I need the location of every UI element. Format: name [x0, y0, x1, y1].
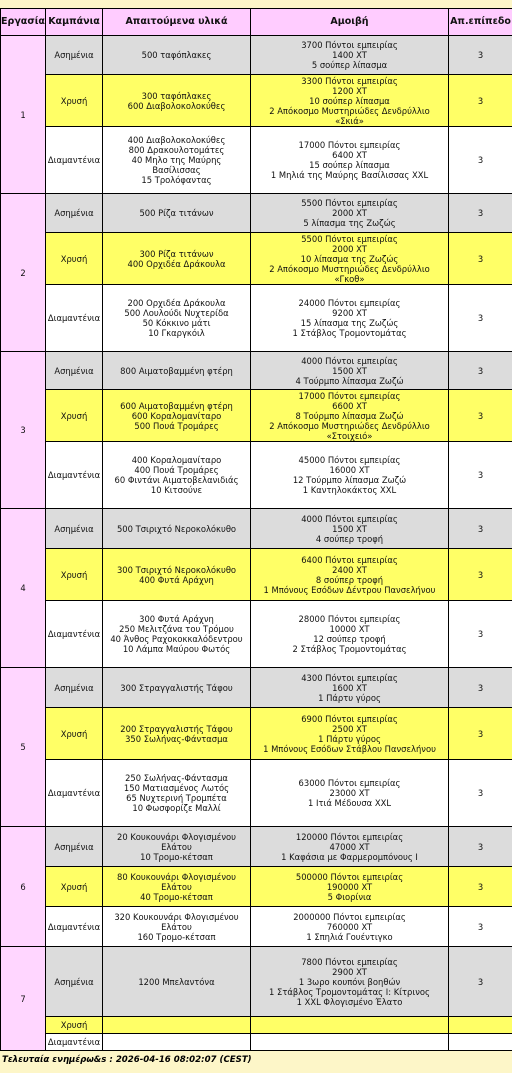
campaign-cell: Ασημένια	[46, 352, 103, 390]
level-cell: 3	[449, 907, 512, 947]
level-cell: 3	[449, 549, 512, 601]
materials-cell: 300 Φυτά Αράχνη 250 Μελιτζάνα του Τρόμου 40 Άνθος Ραχοκοκκαλόδεντρου 10 Λάμπα Μαύρου Φωτός	[103, 601, 251, 668]
table-row	[1, 1017, 512, 1034]
campaign-cell: Ασημένια	[46, 947, 103, 1017]
materials-cell: 250 Σωλήνας-Φάντασμα 150 Ματιασμένος Λωτός 65 Νυχτερινή Τρομπέτα 10 Φωσφορίζε Μαλλί	[103, 760, 251, 827]
reward-cell: 17000 Πόντοι εμπειρίας 6400 XT 15 σούπερ λίπασμα 1 Μηλιά της Μαύρης Βασίλισσας XXL	[251, 127, 449, 194]
campaign-cell: Χρυσή	[46, 549, 103, 601]
table-row	[1, 75, 512, 127]
level-cell: 3	[449, 233, 512, 285]
materials-cell: 200 Ορχιδέα Δράκουλα 500 Λουλούδι Νυχτερίδα 50 Κόκκινο μάτι 10 Γκαργκόιλ	[103, 285, 251, 352]
header-task: Εργασία	[1, 9, 46, 36]
level-cell: 3	[449, 352, 512, 390]
table-row	[1, 601, 512, 668]
campaign-cell: Ασημένια	[46, 827, 103, 867]
reward-cell	[251, 1034, 449, 1051]
header-level: Απ.επίπεδο	[449, 9, 512, 36]
campaign-cell: Ασημένια	[46, 36, 103, 75]
reward-cell: 5500 Πόντοι εμπειρίας 2000 XT 10 λίπασμα της Ζωζώς 2 Απόκοσμο Μυστηριώδες Δενδρύλλιο «Γκοθ»	[251, 233, 449, 285]
level-cell: 3	[449, 36, 512, 75]
table-row	[1, 285, 512, 352]
table-row	[1, 352, 512, 390]
table-row	[1, 827, 512, 867]
materials-cell: 500 Τσιριχτό Νεροκολόκυθο	[103, 509, 251, 549]
task-number: 3	[1, 352, 46, 509]
materials-cell: 500 Ρίζα τιτάνων	[103, 194, 251, 233]
materials-cell: 800 Αιματοβαμμένη φτέρη	[103, 352, 251, 390]
level-cell: 3	[449, 708, 512, 760]
campaign-cell: Χρυσή	[46, 708, 103, 760]
campaign-cell: Διαμαντένια	[46, 285, 103, 352]
materials-cell: 1200 Μπελαντόνα	[103, 947, 251, 1017]
materials-cell: 600 Αιματοβαμμένη φτέρη 600 Κοραλομανίταρο 500 Πουά Τρομάρες	[103, 390, 251, 442]
header-campaign: Καμπάνια	[46, 9, 103, 36]
campaign-cell: Διαμαντένια	[46, 127, 103, 194]
header-row	[1, 9, 512, 36]
level-cell: 3	[449, 827, 512, 867]
campaign-cell: Χρυσή	[46, 1017, 103, 1034]
table-row	[1, 36, 512, 75]
table-row	[1, 127, 512, 194]
level-cell: 3	[449, 442, 512, 509]
materials-cell: 500 ταφόπλακες	[103, 36, 251, 75]
level-cell: 3	[449, 867, 512, 907]
reward-cell: 7800 Πόντοι εμπειρίας 2900 XT 1 3ωρο κουπόνι βοηθών 1 Στάβλος Τρομοντομάτας I: Κίτρινος 1 XXL Φλογισμένο Έλατο	[251, 947, 449, 1017]
reward-cell: 4000 Πόντοι εμπειρίας 1500 XT 4 σούπερ τροφή	[251, 509, 449, 549]
level-cell: 3	[449, 390, 512, 442]
level-cell: 3	[449, 668, 512, 708]
level-cell: 3	[449, 509, 512, 549]
reward-cell: 6900 Πόντοι εμπειρίας 2500 XT 1 Πάρτυ γύρος 1 Μπόνους Εσόδων Στάβλου Πανσελήνου	[251, 708, 449, 760]
campaign-cell: Διαμαντένια	[46, 760, 103, 827]
campaign-cell: Διαμαντένια	[46, 1034, 103, 1051]
reward-cell: 3300 Πόντοι εμπειρίας 1200 XT 10 σούπερ λίπασμα 2 Απόκοσμο Μυστηριώδες Δενδρύλλιο «Σκιά»	[251, 75, 449, 127]
header-reward: Αμοιβή	[251, 9, 449, 36]
level-cell	[449, 1017, 512, 1034]
level-cell: 3	[449, 947, 512, 1017]
reward-cell: 2000000 Πόντοι εμπειρίας 760000 XT 1 Σπηλιά Γουέντιγκο	[251, 907, 449, 947]
task-number: 7	[1, 947, 46, 1051]
level-cell: 3	[449, 75, 512, 127]
table-row	[1, 867, 512, 907]
materials-cell: 200 Στραγγαλιστής Τάφου 350 Σωλήνας-Φάντασμα	[103, 708, 251, 760]
materials-cell: 400 Διαβολοκολοκύθες 800 Δρακουλοτομάτες 40 Μηλο της Μαύρης Βασίλισσας 15 Τρολόφαντας	[103, 127, 251, 194]
reward-cell: 4000 Πόντοι εμπειρίας 1500 XT 4 Τούρμπο λίπασμα Ζωζώ	[251, 352, 449, 390]
table-row	[1, 390, 512, 442]
level-cell: 3	[449, 194, 512, 233]
level-cell: 3	[449, 760, 512, 827]
table-row	[1, 760, 512, 827]
level-cell: 3	[449, 601, 512, 668]
task-number: 6	[1, 827, 46, 947]
reward-cell: 120000 Πόντοι εμπειρίας 47000 XT 1 Καφάσια με Φαρμερομπόνους I	[251, 827, 449, 867]
reward-cell: 63000 Πόντοι εμπειρίας 23000 XT 1 Ιτιά Μέδουσα XXL	[251, 760, 449, 827]
table-row	[1, 708, 512, 760]
last-updated: Τελευταία ενημέρω&s : 2026-04-16 08:02:07 (CEST)	[2, 1055, 252, 1065]
table-row	[1, 194, 512, 233]
table-row	[1, 509, 512, 549]
reward-cell: 45000 Πόντοι εμπειρίας 16000 XT 12 Τούρμπο λίπασμα Ζωζώ 1 Καντηλοκάκτος XXL	[251, 442, 449, 509]
reward-cell: 24000 Πόντοι εμπειρίας 9200 XT 15 λίπασμα της Ζωζώς 1 Στάβλος Τρομοντομάτας	[251, 285, 449, 352]
table-row	[1, 907, 512, 947]
table-row	[1, 233, 512, 285]
campaign-cell: Διαμαντένια	[46, 442, 103, 509]
task-number: 2	[1, 194, 46, 352]
campaign-cell: Χρυσή	[46, 233, 103, 285]
table-body	[1, 36, 512, 1051]
task-number: 5	[1, 668, 46, 827]
reward-cell: 5500 Πόντοι εμπειρίας 2000 XT 5 λίπασμα της Ζωζώς	[251, 194, 449, 233]
reward-cell: 500000 Πόντοι εμπειρίας 190000 XT 5 Φιορίνια	[251, 867, 449, 907]
materials-cell: 20 Κουκουνάρι Φλογισμένου Ελάτου 10 Τρομο-κέτσαπ	[103, 827, 251, 867]
header-materials: Απαιτούμενα υλικά	[103, 9, 251, 36]
campaign-cell: Διαμαντένια	[46, 907, 103, 947]
table-row	[1, 947, 512, 1017]
reward-cell: 3700 Πόντοι εμπειρίας 1400 XT 5 σούπερ λίπασμα	[251, 36, 449, 75]
campaign-cell: Ασημένια	[46, 509, 103, 549]
level-cell: 3	[449, 285, 512, 352]
campaign-cell: Ασημένια	[46, 194, 103, 233]
campaign-cell: Ασημένια	[46, 668, 103, 708]
reward-cell: 28000 Πόντοι εμπειρίας 10000 XT 12 σούπερ τροφή 2 Στάβλος Τρομοντομάτας	[251, 601, 449, 668]
materials-cell	[103, 1034, 251, 1051]
materials-cell: 400 Κοραλομανίταρο 400 Πουά Τρομάρες 60 Φιντάνι Αιματοβελανιδιάς 10 Κιτσούνε	[103, 442, 251, 509]
table-row	[1, 442, 512, 509]
materials-cell: 80 Κουκουνάρι Φλογισμένου Ελάτου 40 Τρομο-κέτσαπ	[103, 867, 251, 907]
reward-cell: 17000 Πόντοι εμπειρίας 6600 XT 8 Τούρμπο λίπασμα Ζωζώ 2 Απόκοσμο Μυστηριώδες Δενδρύλλιο «Στοιχειό»	[251, 390, 449, 442]
campaign-cell: Χρυσή	[46, 75, 103, 127]
materials-cell	[103, 1017, 251, 1034]
campaign-cell: Χρυσή	[46, 867, 103, 907]
materials-cell: 300 ταφόπλακες 600 Διαβολοκολοκύθες	[103, 75, 251, 127]
table-row	[1, 1034, 512, 1051]
materials-cell: 300 Ρίζα τιτάνων 400 Ορχιδέα Δράκουλα	[103, 233, 251, 285]
rewards-table	[0, 8, 512, 1051]
campaign-cell: Χρυσή	[46, 390, 103, 442]
task-number: 4	[1, 509, 46, 668]
reward-cell	[251, 1017, 449, 1034]
reward-cell: 4300 Πόντοι εμπειρίας 1600 XT 1 Πάρτυ γύρος	[251, 668, 449, 708]
materials-cell: 300 Τσιριχτό Νεροκολόκυθο 400 Φυτά Αράχνη	[103, 549, 251, 601]
level-cell	[449, 1034, 512, 1051]
table-row	[1, 668, 512, 708]
reward-cell: 6400 Πόντοι εμπειρίας 2400 XT 8 σούπερ τροφή 1 Μπόνους Εσόδων Δέντρου Πανσελήνου	[251, 549, 449, 601]
level-cell: 3	[449, 127, 512, 194]
campaign-cell: Διαμαντένια	[46, 601, 103, 668]
materials-cell: 320 Κουκουνάρι Φλογισμένου Ελάτου 160 Τρομο-κέτσαπ	[103, 907, 251, 947]
table-row	[1, 549, 512, 601]
task-number: 1	[1, 36, 46, 194]
materials-cell: 300 Στραγγαλιστής Τάφου	[103, 668, 251, 708]
